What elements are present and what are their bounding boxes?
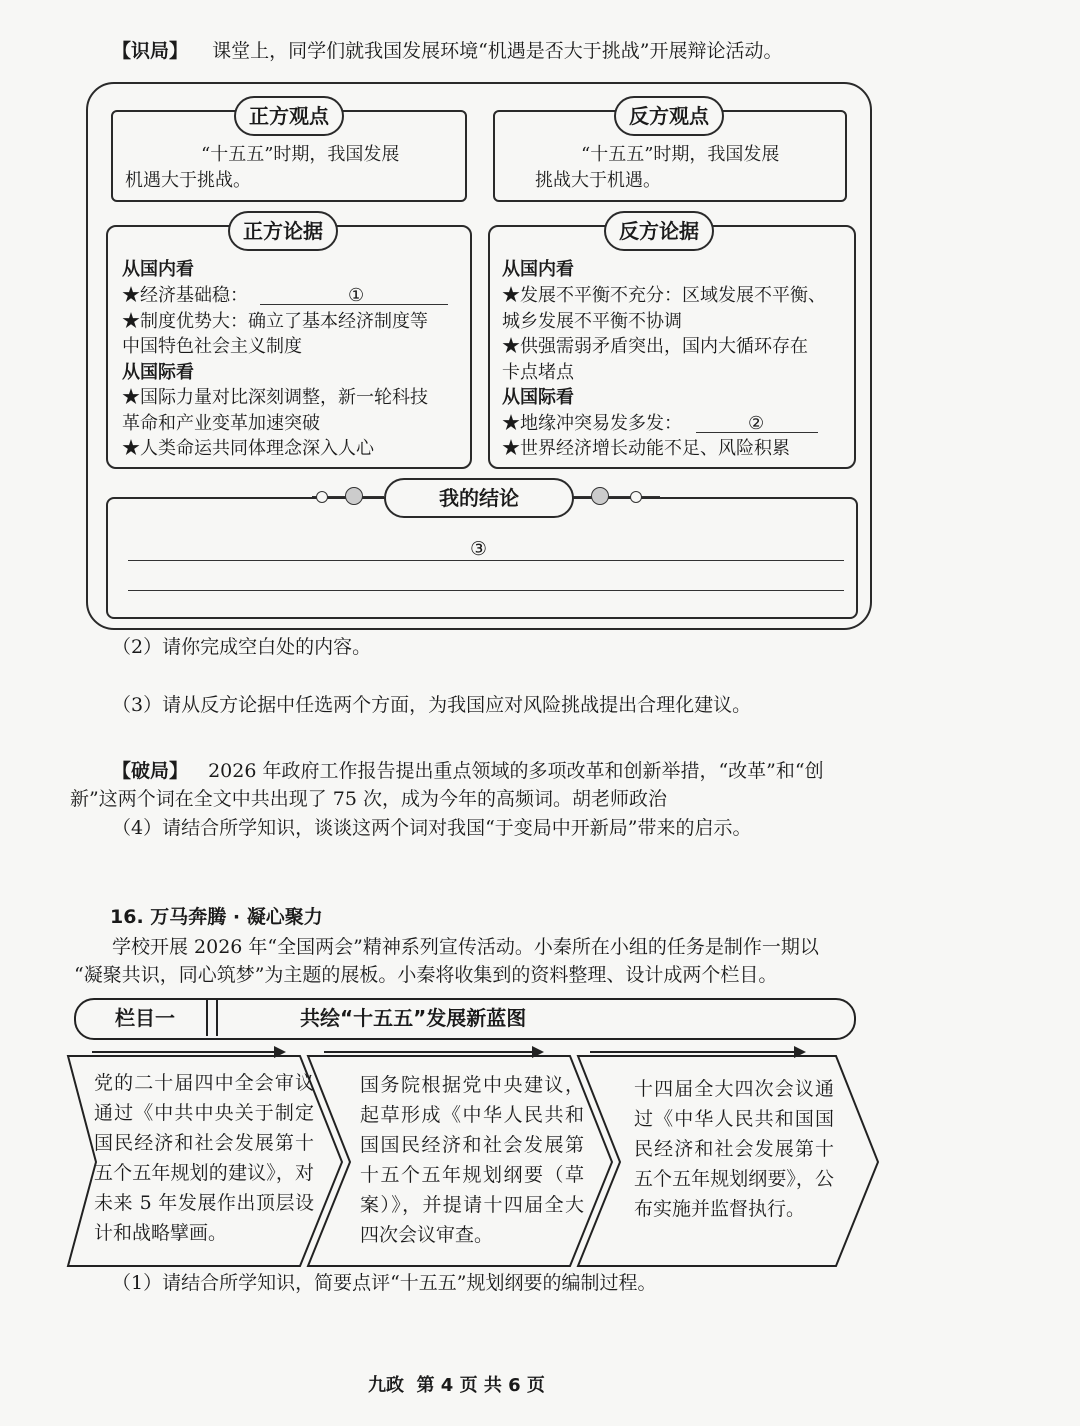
blank-3-label: ③ [470,538,488,560]
process-step-2: 国务院根据党中央建议，起草形成《中华人民共和国国民经济和社会发展第十五个五年规划纲要（草案）》，并提请十四届全大四次会议审查。 [360,1074,584,1246]
pro-args-item4: ★人类命运共同体理念深入人心 [122,438,374,459]
pro-args-item2b: 中国特色社会主义制度 [122,336,302,357]
pro-args-domestic: 从国内看 [122,259,194,280]
section-16-title: 16. 万马奔腾 · 凝心聚力 [110,906,323,928]
conclusion-connector-right [570,496,660,497]
process-step-3: 十四届全大四次会议通过《中华人民共和国国民经济和社会发展第十五个五年规划纲要》，公布实施并监督执行。 [634,1078,834,1220]
breakout-line1-row [112,758,824,784]
answer-line [128,590,844,591]
con-args-item1a: ★发展不平衡不充分：区域发展不平衡、 [502,285,826,306]
con-args-item4: ★世界经济增长动能不足、风险积累 [502,438,790,459]
con-view-line2: 挑战大于机遇。 [535,170,661,191]
intro-text: 课堂上，同学们就我国发展环境“机遇是否大于挑战”开展辩论活动。 [212,40,783,62]
pro-args-item3b: 革命和产业变革加速突破 [122,413,320,434]
pro-args-item3a: ★国际力量对比深刻调整，新一轮科技 [122,387,428,408]
con-args-international: 从国际看 [502,387,574,408]
blank-1-label: ① [348,285,365,306]
con-args-domestic: 从国内看 [502,259,574,280]
breakout-line1: 2026 年政府工作报告提出重点领域的多项改革和创新举措，“改革”和“创 [208,760,824,782]
pro-view-title: 正方观点 [234,96,344,136]
pro-view-line1: “十五五”时期，我国发展 [201,144,400,165]
section-16-paragraph-2: “凝聚共识，同心筑梦”为主题的展板。小秦将收集到的资料整理、设计成两个栏目。 [74,964,778,986]
con-args-box [488,225,856,469]
section-16-paragraph-1: 学校开展 2026 年“全国两会”精神系列宣传活动。小秦所在小组的任务是制作一期以 [112,936,819,958]
pro-view-line2: 机遇大于挑战。 [125,170,251,191]
dot-ornament-icon [630,491,642,503]
flower-ornament-icon [345,487,363,505]
column-header-divider [206,1000,218,1036]
intro-tag: 【识局】 [112,40,189,62]
answer-line [128,560,844,561]
flower-ornament-icon [591,487,609,505]
question-2: （2）请你完成空白处的内容。 [112,636,372,658]
blank-2-label: ② [748,413,765,434]
question-3: （3）请从反方论据中任选两个方面，为我国应对风险挑战提出合理化建议。 [112,694,752,716]
breakout-line2: 新”这两个词在全文中共出现了 75 次，成为今年的高频词。胡老师政治 [70,788,667,810]
question-4: （4）请结合所学知识，谈谈这两个词对我国“于变局中开新局”带来的启示。 [112,817,752,839]
section-16-question-1: （1）请结合所学知识，简要点评“十五五”规划纲要的编制过程。 [112,1272,657,1294]
process-step-1: 党的二十届四中全会审议通过《中共中央关于制定国民经济和社会发展第十五个五年规划的建议》，对未来 5 年发展作出顶层设计和战略擘画。 [94,1072,314,1244]
dot-ornament-icon [316,491,328,503]
conclusion-title: 我的结论 [384,478,574,518]
con-args-item1b: 城乡发展不平衡不协调 [502,311,682,332]
con-view-line1: “十五五”时期，我国发展 [581,144,780,165]
pro-args-title: 正方论据 [228,211,338,251]
intro-line [112,38,783,64]
pro-args-item1: ★经济基础稳： [122,285,248,306]
con-args-item2a: ★供强需弱矛盾突出，国内大循环存在 [502,336,808,357]
con-args-title: 反方论据 [604,211,714,251]
pro-args-international: 从国际看 [122,362,194,383]
pro-args-item2a: ★制度优势大：确立了基本经济制度等 [122,311,428,332]
pro-args-box [106,225,472,469]
con-args-item2b: 卡点堵点 [502,362,574,383]
page-footer: 九政 第 4 页 共 6 页 [368,1375,545,1396]
con-args-item3: ★地缘冲突易发多发： [502,413,682,434]
breakout-tag: 【破局】 [112,760,189,782]
column-label: 栏目一 [115,1006,175,1030]
column-title: 共绘“十五五”发展新蓝图 [300,1006,527,1030]
con-view-title: 反方观点 [614,96,724,136]
